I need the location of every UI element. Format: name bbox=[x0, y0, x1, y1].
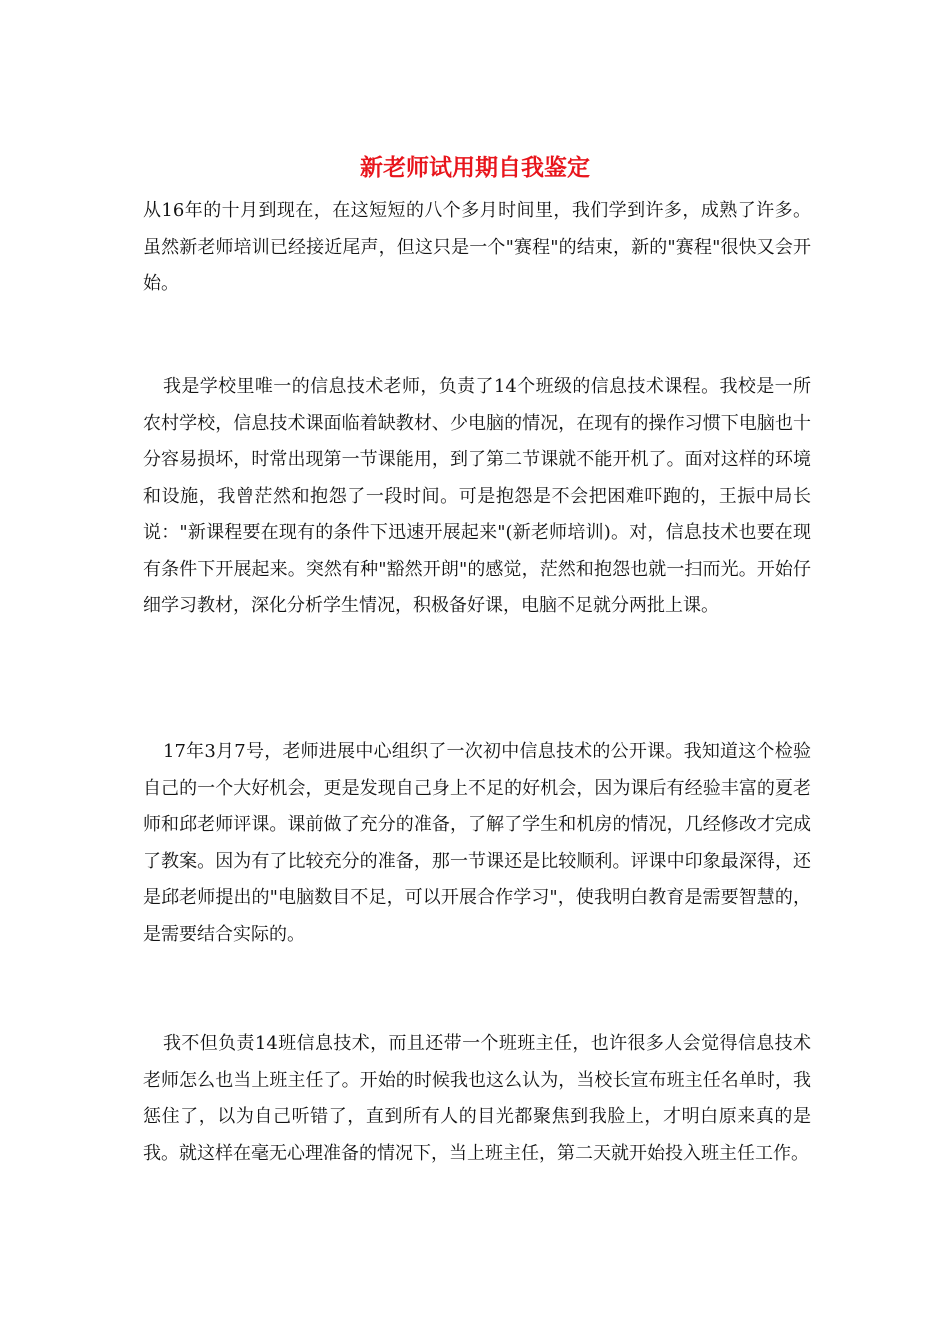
document-title: 新老师试用期自我鉴定 bbox=[360, 154, 590, 181]
paragraph-3: 17年3月7号，老师进展中心组织了一次初中信息技术的公开课。我知道这个检验自己的一个大好机会，更是发现自己身上不足的好机会，因为课后有经验丰富的夏老师和邱老师评课。课前做了充分的准备，了解了学生和机房的情况，几经修改才完成了教案。因为有了比较充分的准备，那一节课还是比较顺利。评课中印象最深得，还是邱老师提出的"电脑数目不足，可以开展合作学习"，使我明白教育是需要智慧的，是需要结合实际的。 bbox=[143, 741, 811, 945]
paragraph-4: 我不但负责14班信息技术，而且还带一个班班主任，也许很多人会觉得信息技术老师怎么也当上班主任了。开始的时候我也这么认为，当校长宣布班主任名单时，我惩住了，以为自己听错了，直到所有人的目光都聚焦到我脸上，才明白原来真的是我。就这样在毫无心理准备的情况下，当上班主任，第二天就开始投入班主任工作。 bbox=[143, 1033, 811, 1164]
paragraph-2: 我是学校里唯一的信息技术老师，负责了14个班级的信息技术课程。我校是一所农村学校，信息技术课面临着缺教材、少电脑的情况，在现有的操作习惯下电脑也十分容易损坏，时常出现第一节课能用，到了第二节课就不能开机了。面对这样的环境和设施，我曾茫然和抱怨了一段时间。可是抱怨是不会把困难吓跑的，王振中局长说："新课程要在现有的条件下迅速开展起来"(新老师培训)。对，信息技术也要在现有条件下开展起来。突然有种"豁然开朗"的感觉，茫然和抱怨也就一扫而光。开始仔细学习教材，深化分析学生情况，积极备好课，电脑不足就分两批上课。 bbox=[143, 376, 811, 616]
paragraph-1: 从16年的十月到现在，在这短短的八个多月时间里，我们学到许多，成熟了许多。虽然新老师培训已经接近尾声，但这只是一个"赛程"的结束，新的"赛程"很快又会开始。 bbox=[143, 200, 811, 294]
